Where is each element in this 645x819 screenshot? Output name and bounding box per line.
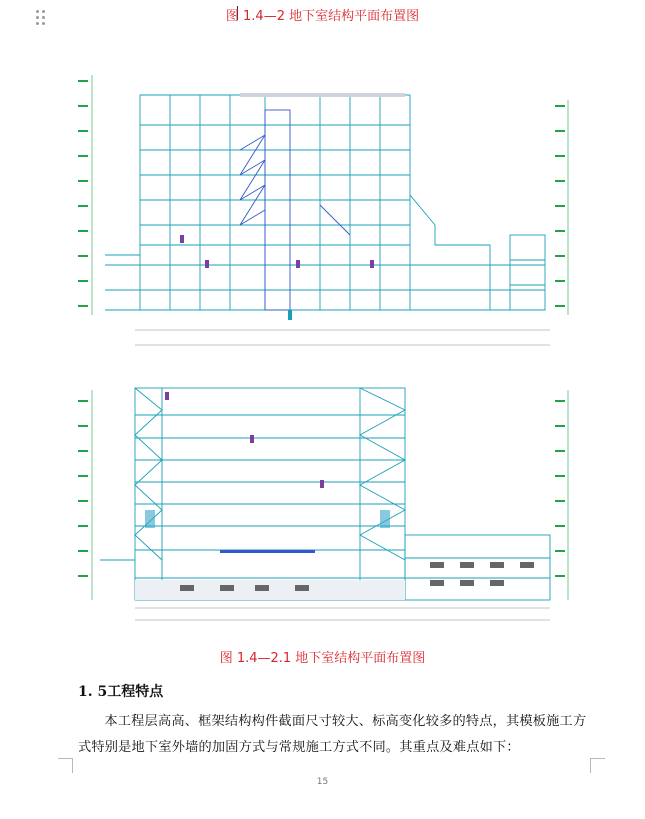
- page-corner-mark-left: [58, 758, 73, 773]
- figure-1-caption: 图 1.4—2 地下室结构平面布置图: [225, 9, 420, 24]
- section-heading: 1. 5工程特点: [78, 684, 164, 700]
- section-paragraph: 本工程层高高、框架结构构件截面尺寸较大、标高变化较多的特点，其模板施工方式特别是地下室外墙的加固方式与常规施工方式不同。其重点及难点如下：: [78, 714, 587, 755]
- figure-2-caption: 图 1.4—2.1 地下室结构平面布置图: [219, 651, 426, 666]
- page-corner-mark-right: [590, 758, 605, 773]
- structure-section-drawing-1: [70, 65, 590, 360]
- page-number: 15: [316, 777, 329, 787]
- structure-section-drawing-2: [70, 380, 590, 630]
